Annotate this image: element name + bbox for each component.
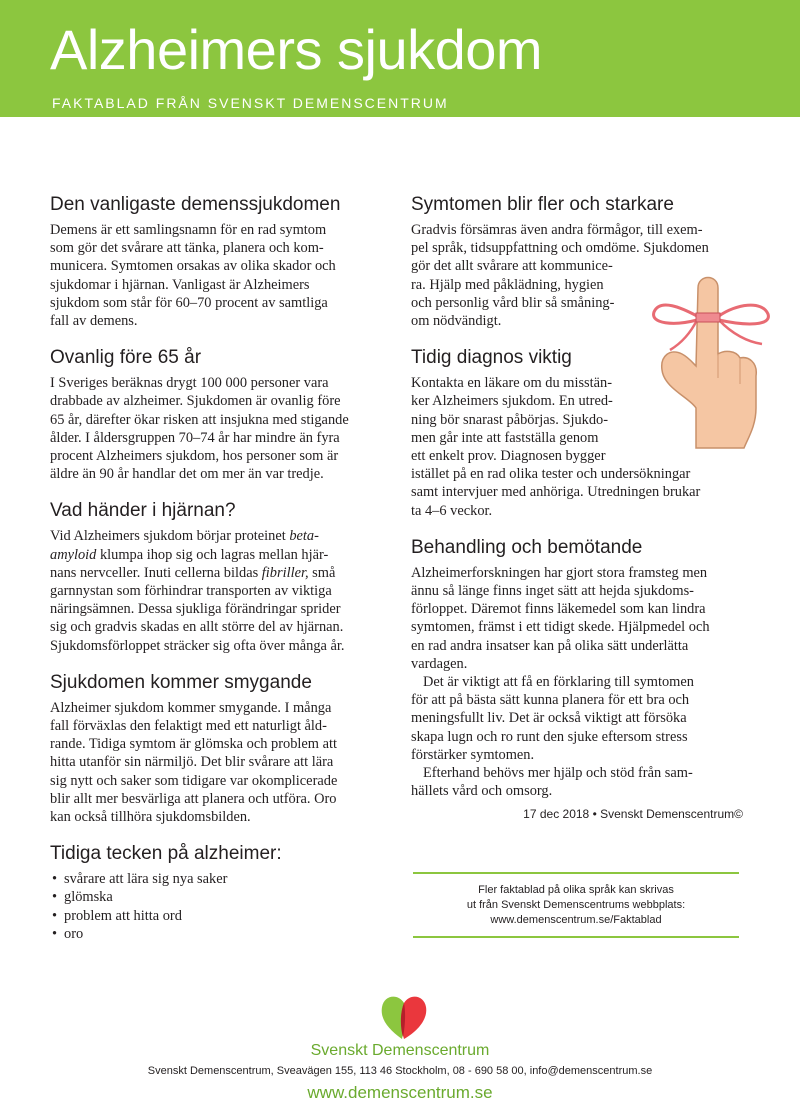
section-body: I Sveriges beräknas drygt 100 000 personer vara drabbade av alzheimer. Sjukdomen är ovanlig före 65 år, därefter ökar risken att insjukna med stigande ålder. I åldersgruppen 70–74 år har mindre än fyra procent Alzheimers sjukdom, hos personer som är äldre än 90 år handlar det om mer än var tredje. (50, 375, 349, 483)
list-item: • glömska (50, 888, 385, 906)
section-behandling (411, 535, 743, 823)
section-heading: Ovanlig före 65 år (50, 347, 202, 369)
section-heading: Symtomen blir fler och starkare (411, 194, 674, 215)
left-column (50, 192, 385, 958)
section-heading: Tidig diagnos viktig (411, 347, 572, 369)
signs-list (50, 870, 385, 943)
finger-ribbon-illustration (652, 258, 770, 450)
section-heading: Den vanligaste demenssjukdomen (50, 194, 341, 215)
list-item: • problem att hitta ord (50, 907, 385, 925)
header-banner (0, 0, 800, 117)
section-body: Efterhand behövs mer hjälp och stöd från sam- hällets vård och omsorg. (411, 765, 693, 800)
footer-address: Svenskt Demenscentrum, Sveavägen 155, 113 46 Stockholm, 08 - 690 58 00, info@demenscentrum.se (147, 1065, 653, 1077)
info-line: Fler faktablad på olika språk kan skrivas (478, 884, 674, 896)
organization-name: Svenskt Demenscentrum (310, 1042, 490, 1059)
section-body: Alzheimer sjukdom kommer smygande. I många fall förväxlas den felaktigt med ett naturligt åld- rande. Tidiga symtom är glömska och problem att hitta utanför sin närmiljö. Det blir svårare att lära sig nytt och saker som tidigare var okomplicerade blir allt mer besvärliga att planera och utföra. Oro kan också tillhöra sjukdomsbilden. (50, 699, 338, 826)
date-copyright: 17 dec 2018 • Svenskt Demenscentrum© (523, 807, 743, 822)
section-body: Det är viktigt att få en förklaring till symtomen för att på bästa sätt kunna planera för ett bra och meningsfullt liv. Det är också viktigt att försöka skapa lugn och ro runt den sjuke eftersom stress förstärker symtomen. (411, 674, 694, 763)
page-subtitle: FAKTABLAD FRÅN SVENSKT DEMENSCENTRUM (52, 95, 449, 111)
heart-logo-icon (378, 993, 430, 1041)
section-heading: Sjukdomen kommer smygande (50, 671, 312, 693)
more-factsheets-box (413, 872, 739, 938)
section-body: Vid Alzheimers sjukdom börjar proteinet beta- amyloid klumpa ihop sig och lagras mellan hjär- nans nervceller. Inuti cellerna bildas fibriller, små garnnystan som förhindrar transporten av viktiga näringsämnen. Dessa sjukliga förändringar sprider sig och gradvis skadas en allt större del av hjärnan. Sjukdomsförloppet sträcker sig ofta över många år. (50, 528, 345, 654)
footer-website-link[interactable]: www.demenscentrum.se (307, 1083, 493, 1102)
section-heading: Vad händer i hjärnan? (50, 500, 236, 522)
info-line: ut från Svenskt Demenscentrums webbplats: (466, 899, 686, 911)
info-link[interactable]: www.demenscentrum.se/Faktablad (490, 914, 662, 926)
section-heading: Behandling och bemötande (411, 536, 643, 558)
section-smygande (50, 670, 385, 826)
page-title: Alzheimers sjukdom (50, 18, 543, 81)
section-body: Demens är ett samlingsnamn för en rad symtom som gör det svårare att tänka, planera och kom- municera. Symtomen orsakas av olika skador och sjukdomar i hjärnan. Vanligast är Alzheimers sjukdom som står för 60–70 procent av samtliga fall av demens. (50, 222, 336, 330)
list-item: • svårare att lära sig nya saker (50, 870, 385, 888)
section-hjarnan (50, 498, 385, 654)
section-body: Kontakta en läkare om du misstän- ker Alzheimers sjukdom. En utred- ning bör snarast påbörjas. Sjukdo- men går inte att fastställa genom ett enkelt prov. Diagnosen bygger istället på en rad olika tester och undersökningar samt intervjuer med anhöriga. Utredningen brukar ta 4–6 veckor. (411, 375, 701, 519)
section-vanligaste (50, 192, 385, 330)
section-body: Gradvis försämras även andra förmågor, till exem- pel språk, tidsuppfattning och omdöme. Sjukdomen gör det allt svårare att kommunice- ra. Hjälp med påklädning, hygien och personlig vård blir så småning- om nödvändigt. (411, 222, 709, 330)
list-item: • oro (50, 925, 385, 943)
section-heading: Tidiga tecken på alzheimer: (50, 843, 282, 865)
section-tecken (50, 841, 385, 943)
section-ovanlig (50, 345, 385, 483)
section-body: Alzheimerforskningen har gjort stora framsteg men ännu så länge finns inget sätt att hejda sjukdoms- förloppet. Däremot finns läkemedel som kan lindra symtomen, främst i ett tidigt skede. Hjälpmedel och en rad andra insatser kan på olika sätt underlätta vardagen. (411, 564, 710, 672)
